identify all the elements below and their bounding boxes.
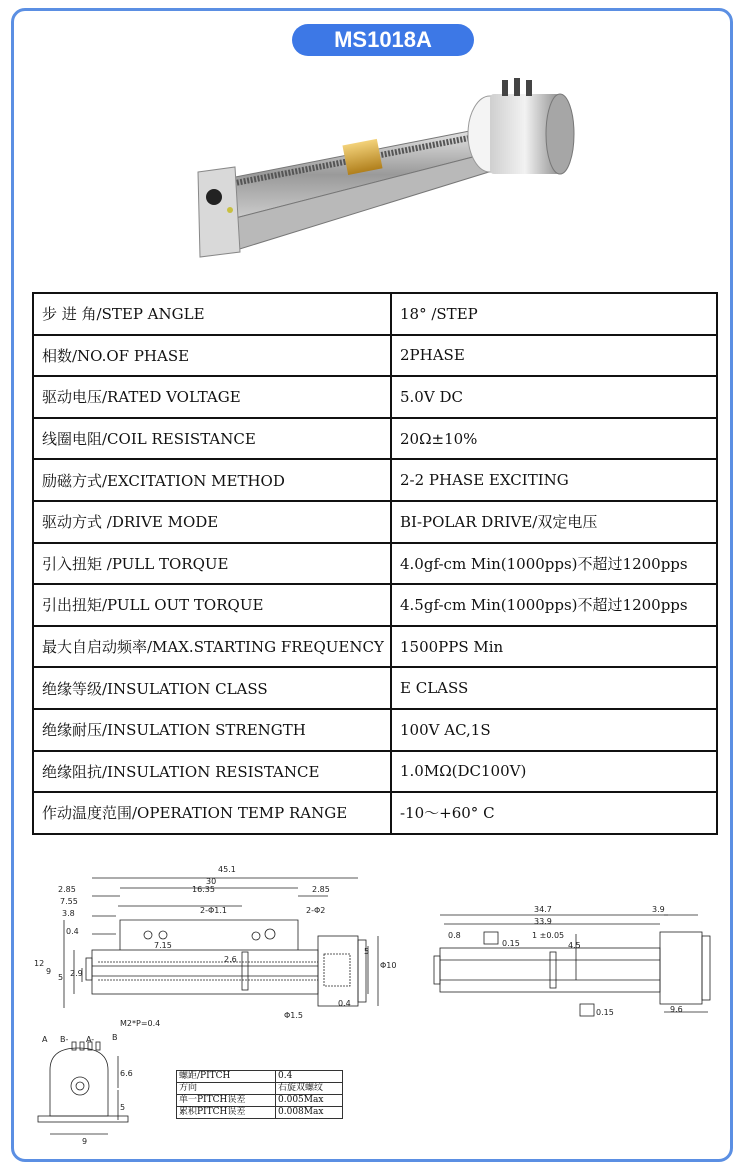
spec-label: 绝缘等级/INSULATION CLASS [33,667,391,709]
spec-value: 20Ω±10% [391,418,717,460]
spec-row [33,709,717,751]
spec-label: 相数/NO.OF PHASE [33,335,391,377]
spec-value: -10～+60° C [391,792,717,834]
spec-value: 1.0MΩ(DC100V) [391,751,717,793]
spec-row [33,626,717,668]
dim-label: 2.85 [312,885,330,894]
dim-label: 45.1 [218,865,236,874]
dim-label: 2.6 [224,955,237,964]
dim-label: 5 [120,1103,126,1112]
dim-label: 0.4 [338,999,351,1008]
pitch-key: 方向 [177,1083,276,1095]
pin-label: A [42,1035,48,1044]
dim-label: 3.9 [652,905,665,914]
spec-label: 作动温度范围/OPERATION TEMP RANGE [33,792,391,834]
model-title: MS1018A [292,24,474,56]
dim-label: 0.4 [66,927,79,936]
spec-table [32,292,718,835]
dim-label: Φ10 [380,961,397,970]
spec-label: 步 进 角/STEP ANGLE [33,293,391,335]
dim-label: M2*P=0.4 [120,1019,161,1028]
spec-label: 驱动方式 /DRIVE MODE [33,501,391,543]
pitch-key: 累积PITCH误差 [177,1107,276,1119]
spec-row [33,751,717,793]
dim-label: Φ1.5 [284,1011,304,1020]
pitch-row [177,1107,343,1119]
pitch-key: 螺距/PITCH [177,1071,276,1083]
dim-label: 3.8 [62,909,75,918]
spec-label: 绝缘阻抗/INSULATION RESISTANCE [33,751,391,793]
spec-value: 4.0gf-cm Min(1000pps)不超过1200pps [391,543,717,585]
dim-label: 5 [364,947,370,956]
spec-value: E CLASS [391,667,717,709]
dim-label: 9.6 [670,1005,683,1014]
spec-label: 最大自启动频率/MAX.STARTING FREQUENCY [33,626,391,668]
spec-row [33,792,717,834]
spec-row [33,667,717,709]
spec-row [33,584,717,626]
spec-value: 4.5gf-cm Min(1000pps)不超过1200pps [391,584,717,626]
spec-row [33,335,717,377]
dim-label: 0.15 [502,939,520,948]
dim-label: 33.9 [534,917,552,926]
dim-label: 7.15 [154,941,172,950]
spec-row [33,376,717,418]
spec-value: 100V AC,1S [391,709,717,751]
pitch-row [177,1083,343,1095]
pitch-value: 右旋双螺纹 [276,1083,343,1095]
pin-label: B [112,1033,118,1042]
spec-row [33,501,717,543]
spec-row [33,293,717,335]
dim-label: 2-Φ2 [306,906,326,915]
dim-label: 0.15 [596,1008,614,1017]
dim-label: 9 [82,1137,88,1146]
spec-label: 引出扭矩/PULL OUT TORQUE [33,584,391,626]
pitch-row [177,1095,343,1107]
dim-label: 2-Φ1.1 [200,906,227,915]
dim-label: 5 [58,973,64,982]
dim-label: 6.6 [120,1069,133,1078]
pitch-value: 0.4 [276,1071,343,1083]
spec-label: 引入扭矩 /PULL TORQUE [33,543,391,585]
dim-label: 2.85 [58,885,76,894]
spec-row [33,543,717,585]
spec-label: 绝缘耐压/INSULATION STRENGTH [33,709,391,751]
pin-label: B- [60,1035,69,1044]
dim-label: 30 [206,877,217,886]
spec-label: 线圈电阻/COIL RESISTANCE [33,418,391,460]
spec-value: BI-POLAR DRIVE/双定电压 [391,501,717,543]
dim-label: 1 ±0.05 [532,931,565,940]
spec-label: 励磁方式/EXCITATION METHOD [33,459,391,501]
pin-label: A- [86,1035,95,1044]
dim-label: 9 [46,967,52,976]
dim-label: 7.55 [60,897,78,906]
pitch-table [176,1070,343,1119]
pitch-value: 0.008Max [276,1107,343,1119]
spec-value: 5.0V DC [391,376,717,418]
spec-value: 1500PPS Min [391,626,717,668]
dim-label: 2.9 [70,969,83,978]
spec-row [33,459,717,501]
dim-label: 0.8 [448,931,461,940]
pitch-value: 0.005Max [276,1095,343,1107]
dim-label: 12 [34,959,45,968]
pitch-key: 单一PITCH误差 [177,1095,276,1107]
dim-label: 16.35 [192,885,215,894]
pitch-row [177,1071,343,1083]
spec-label: 驱动电压/RATED VOLTAGE [33,376,391,418]
dim-label: 4.5 [568,941,581,950]
spec-value: 2-2 PHASE EXCITING [391,459,717,501]
spec-row [33,418,717,460]
spec-value: 18° /STEP [391,293,717,335]
spec-value: 2PHASE [391,335,717,377]
dim-label: 34.7 [534,905,552,914]
product-photo [190,72,580,272]
technical-drawing [28,858,728,1148]
